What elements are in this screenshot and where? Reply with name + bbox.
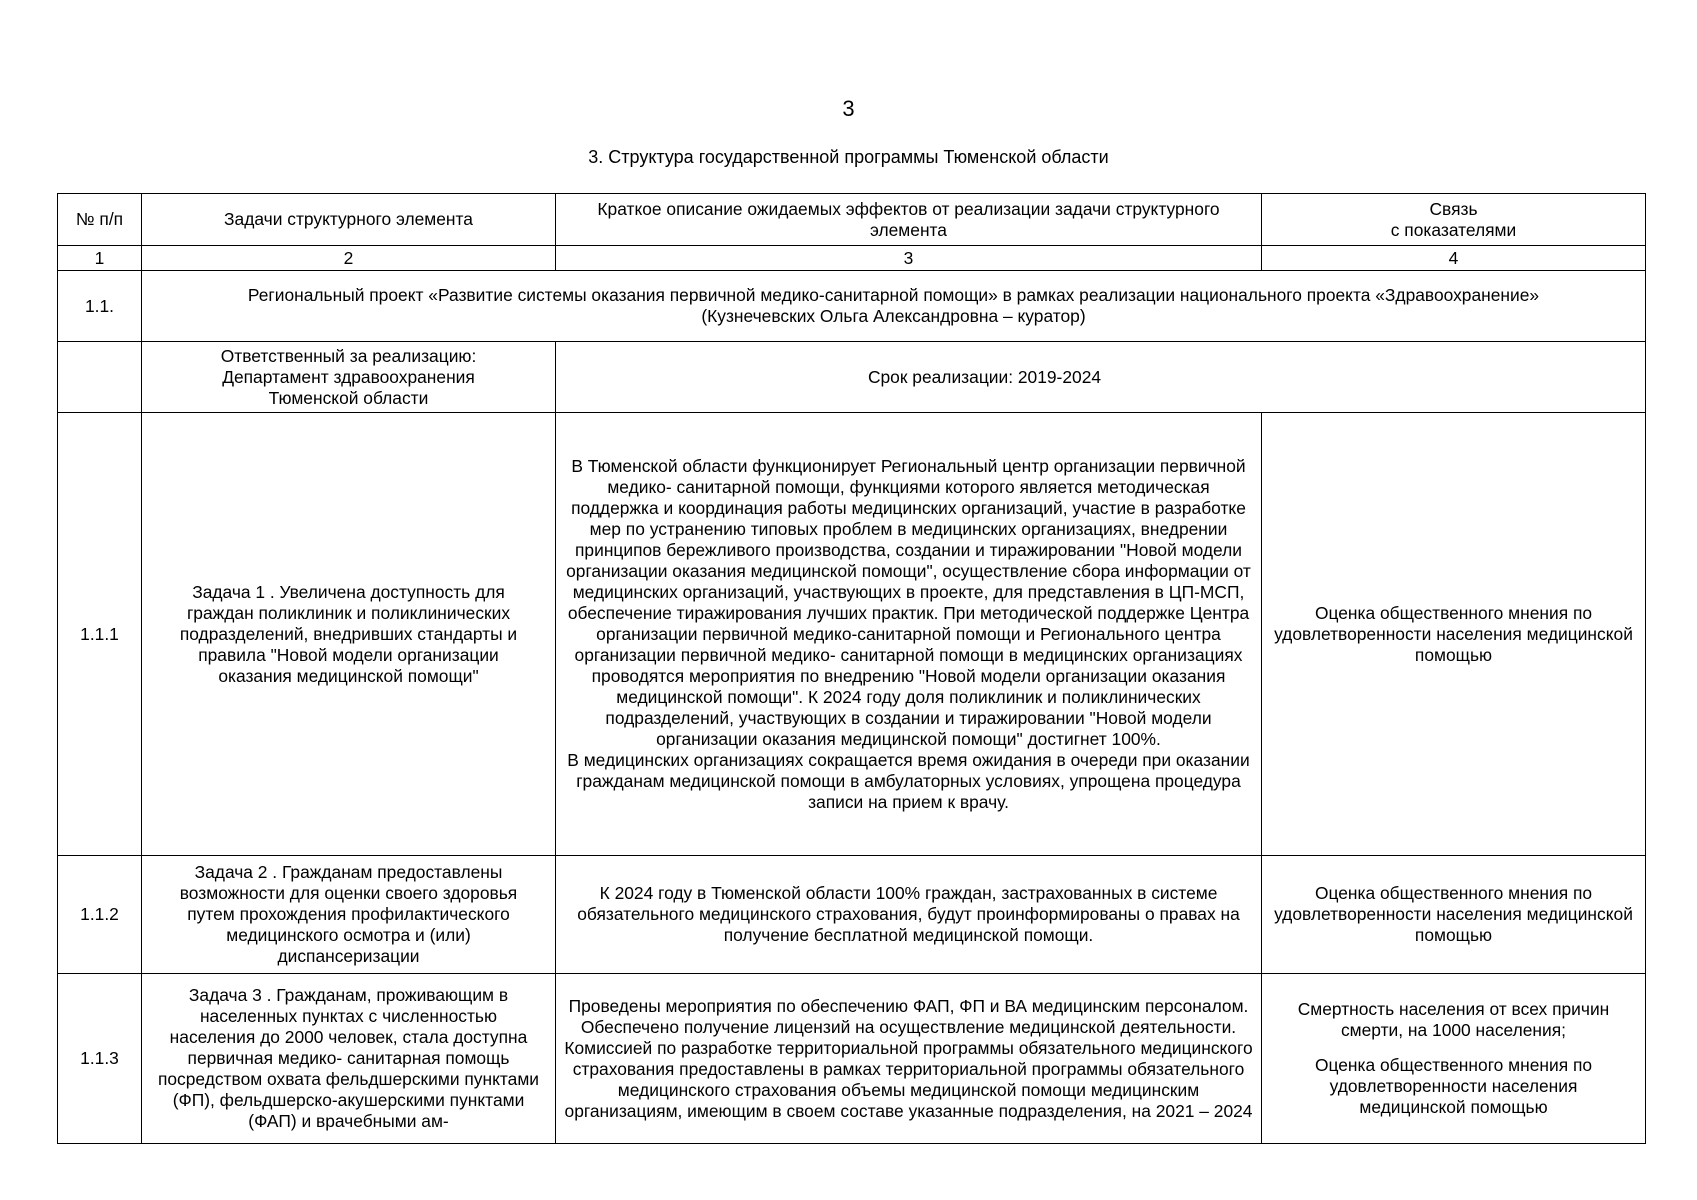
indicator-text: Оценка общественного мнения по удовлетворенности населения медицинской помощью	[1262, 856, 1646, 974]
column-number: 4	[1262, 246, 1646, 271]
table-row	[58, 974, 1646, 1144]
program-structure-table	[57, 193, 1646, 1144]
project-curator: (Кузнечевских Ольга Александровна – куратор)	[701, 306, 1086, 326]
implementation-term: Срок реализации: 2019-2024	[556, 342, 1646, 413]
description-text: Проведены мероприятия по обеспечению ФАП, ФП и ВА медицинским персоналом. Обеспечено получение лицензий на осуществление медицинской деятельности. Комиссией по разработке территориальной программы обязательного медицинского страхования предоставлены в рамках территориальной программы обязательного медицинского страхования объемы медицинской помощи медицинским организациям, имеющим в своем составе указанные подразделения, на 2021 – 2024	[556, 974, 1262, 1144]
column-number: 1	[58, 246, 142, 271]
table-header-row	[58, 194, 1646, 246]
document-title: 3. Структура государственной программы Тюменской области	[588, 147, 1109, 167]
row-number: 1.1.3	[58, 974, 142, 1144]
project-row	[58, 271, 1646, 342]
description-text: В Тюменской области функционирует Региональный центр организации первичной медико- санитарной помощи, функциями которого является методическая поддержка и координация работы медицинских организаций, участие в разработке мер по устранению типовых проблем в медицинских организациях, внедрении принципов бережливого производства, создании и тиражировании "Новой модели организации оказания медицинской помощи", осуществление сбора информации от медицинских организаций, участвующих в проекте, для представления в ЦП-МСП, обеспечение тиражирования лучших практик. При методической поддержке Центра организации первичной медико-санитарной помощи и Регионального центра организации первичной медико- санитарной помощи в медицинских организациях проводятся мероприятия по внедрению "Новой модели организации оказания медицинской помощи". К 2024 году доля поликлиник и поликлинических подразделений, участвующих в создании и тиражировании "Новой модели организации оказания медицинской помощи" достигнет 100%. В медицинских организациях сокращается время ожидания в очереди при оказании гражданам медицинской помощи в амбулаторных условиях, упрощена процедура записи на прием к врачу.	[556, 413, 1262, 856]
table-row	[58, 856, 1646, 974]
task-text: Задача 3 . Гражданам, проживающим в населенных пунктах с численностью населения до 2000 человек, стала доступна первичная медико- санитарная помощь посредством охвата фельдшерскими пунктами (ФП), фельдшерско-акушерскими пунктами (ФАП) и врачебными ам-	[142, 974, 556, 1144]
column-number: 2	[142, 246, 556, 271]
indicator-cell	[1262, 974, 1646, 1144]
indicator-text: Смертность населения от всех причин смерти, на 1000 населения;	[1297, 999, 1610, 1040]
indicator-text: Оценка общественного мнения по удовлетворенности населения медицинской помощью	[1262, 413, 1646, 856]
table-row	[58, 413, 1646, 856]
row-number: 1.1.2	[58, 856, 142, 974]
project-title: Региональный проект «Развитие системы оказания первичной медико-санитарной помощи» в рамках реализации национального проекта «Здравоохранение»	[247, 285, 1540, 305]
column-number: 3	[556, 246, 1262, 271]
page-number: 3	[842, 96, 855, 121]
responsible-label: Ответственный за реализацию: Департамент здравоохранения Тюменской области	[142, 342, 556, 413]
header-number: № п/п	[58, 194, 142, 246]
project-title-cell	[142, 271, 1646, 342]
empty-cell	[58, 342, 142, 413]
description-text: К 2024 году в Тюменской области 100% граждан, застрахованных в системе обязательного медицинского страхования, будут проинформированы о правах на получение бесплатной медицинской помощи.	[556, 856, 1262, 974]
project-number: 1.1.	[58, 271, 142, 342]
responsible-row	[58, 342, 1646, 413]
task-text: Задача 2 . Гражданам предоставлены возможности для оценки своего здоровья путем прохождения профилактического медицинского осмотра и (или) диспансеризации	[142, 856, 556, 974]
column-number-row	[58, 246, 1646, 271]
header-indicators: Связь с показателями	[1262, 194, 1646, 246]
row-number: 1.1.1	[58, 413, 142, 856]
header-task: Задачи структурного элемента	[142, 194, 556, 246]
indicator-text: Оценка общественного мнения по удовлетворенности населения медицинской помощью	[1314, 1055, 1593, 1117]
header-description: Краткое описание ожидаемых эффектов от реализации задачи структурного элемента	[556, 194, 1262, 246]
task-text: Задача 1 . Увеличена доступность для граждан поликлиник и поликлинических подразделений, внедривших стандарты и правила "Новой модели организации оказания медицинской помощи"	[142, 413, 556, 856]
